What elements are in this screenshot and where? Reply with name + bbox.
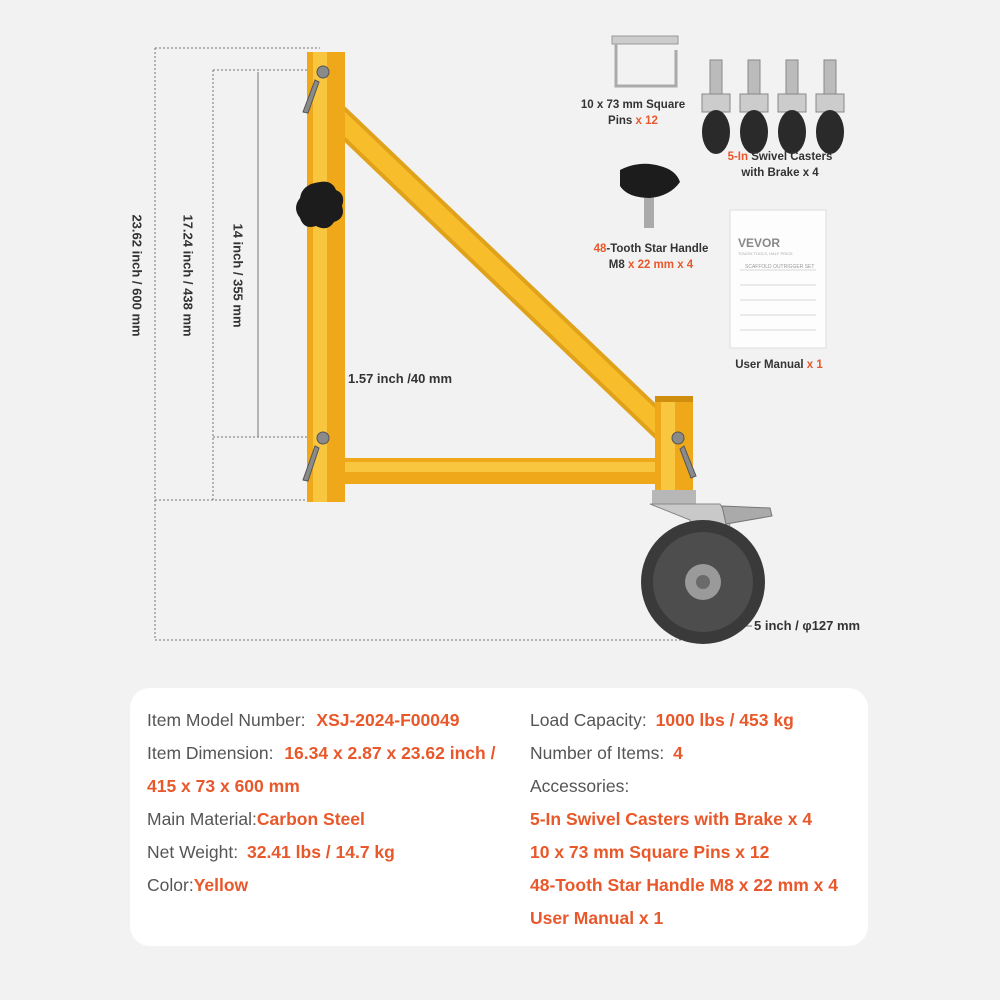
caster [641, 490, 772, 644]
mid-height-label: 17.24 inch / 438 mm [180, 214, 196, 337]
casters-caption: 5-In Swivel Casters with Brake x 4 [727, 151, 833, 179]
square-pin-image [612, 36, 678, 86]
user-manual-image [730, 210, 826, 348]
accessory-item: 48-Tooth Star Handle M8 x 22 mm x 4 [530, 875, 838, 895]
spec-column-left [147, 704, 527, 902]
wheel-size-label: 5 inch / φ127 mm [754, 618, 861, 633]
spec-dimension-metric: 415 x 73 x 600 mm [147, 776, 300, 796]
manual-tagline: TOUGH TOOLS, HALF PRICE [738, 251, 793, 256]
accessory-item: 10 x 73 mm Square Pins x 12 [530, 842, 770, 862]
accessory-item: 5-In Swivel Casters with Brake x 4 [530, 809, 813, 829]
casters-image [702, 60, 844, 154]
pins-caption: 10 x 73 mm Square Pins x 12 [580, 99, 686, 127]
spec-material: Main Material:Carbon Steel [147, 809, 365, 829]
manual-brand: VEVOR [738, 236, 781, 250]
spec-number-of-items: Number of Items: 4 [530, 743, 683, 763]
spec-panel [130, 688, 868, 946]
tube-width-label: 1.57 inch /40 mm [348, 371, 453, 386]
spec-dimension: Item Dimension: 16.34 x 2.87 x 23.62 inch / [147, 743, 496, 763]
overall-height-label: 23.62 inch / 600 mm [129, 214, 145, 337]
inner-height-label: 14 inch / 355 mm [230, 223, 246, 328]
spec-color: Color:Yellow [147, 875, 249, 895]
spec-model: Item Model Number: XSJ-2024-F00049 [147, 710, 460, 730]
spec-weight: Net Weight: 32.41 lbs / 14.7 kg [147, 842, 395, 862]
spec-load-capacity: Load Capacity: 1000 lbs / 453 kg [530, 710, 794, 730]
spec-column-right [530, 704, 870, 935]
star-handle-image [620, 164, 680, 228]
accessory-item: User Manual x 1 [530, 908, 664, 928]
handle-caption: 48-Tooth Star Handle M8 x 22 mm x 4 [593, 243, 709, 271]
spec-accessories-heading: Accessories: [530, 776, 630, 796]
manual-title: SCAFFOLD OUTRIGGER SET [745, 264, 815, 270]
manual-caption: User Manual x 1 [735, 359, 823, 371]
